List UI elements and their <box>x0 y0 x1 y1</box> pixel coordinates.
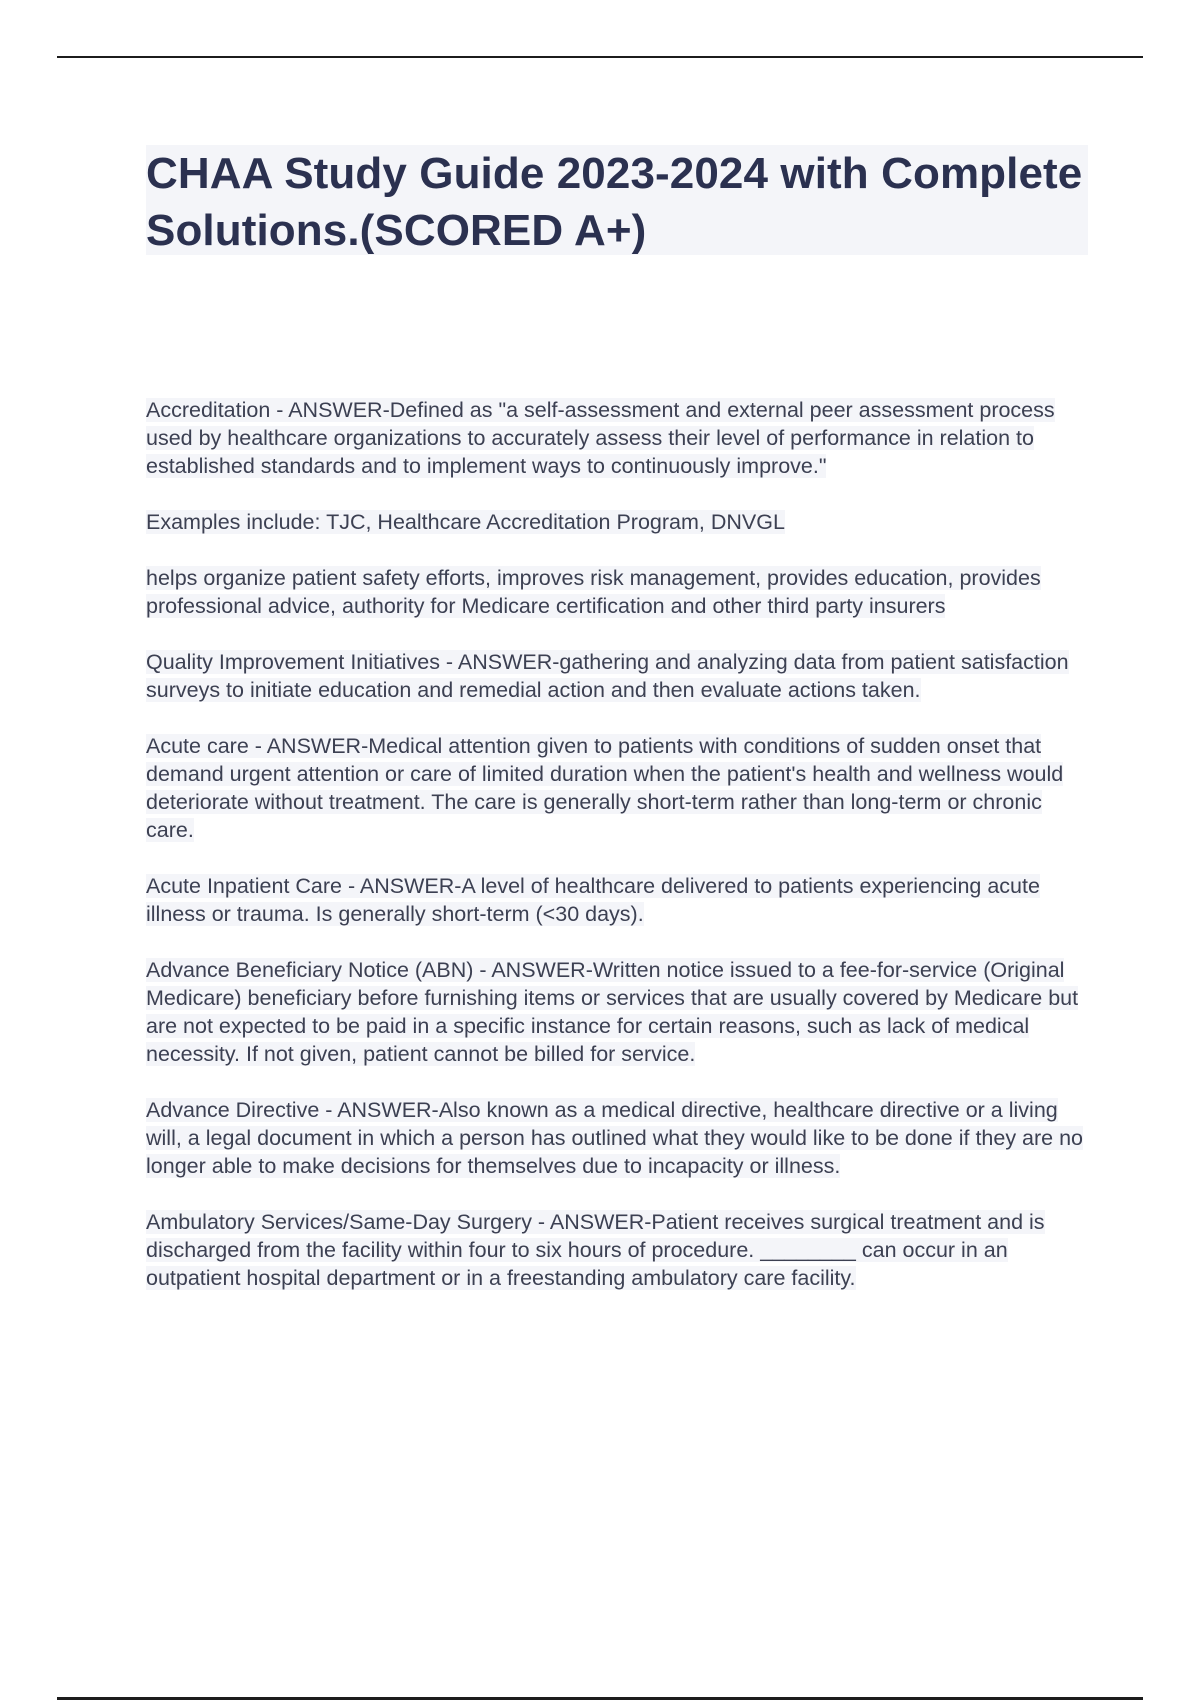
paragraph-ambulatory-services <box>146 1208 1090 1292</box>
paragraph-text: Examples include: TJC, Healthcare Accreditation Program, DNVGL <box>146 510 785 534</box>
title-block <box>146 145 1088 255</box>
paragraph-quality-improvement <box>146 648 1090 704</box>
paragraph-acute-inpatient-care <box>146 872 1090 928</box>
paragraph-text: Advance Directive - ANSWER-Also known as a medical directive, healthcare directive or a living will, a legal document in which a person has outlined what they would like to be done if they are no longer able to make decisions for themselves due to incapacity or illness. <box>146 1098 1084 1178</box>
paragraph-text: Ambulatory Services/Same-Day Surgery - ANSWER-Patient receives surgical treatment and is discharged from the facility within four to six hours of procedure. ________ can occur in an outpatient hospital department or in a freestanding ambulatory care facility. <box>146 1210 1045 1290</box>
paragraph-benefits <box>146 564 1090 620</box>
paragraph-text: Acute Inpatient Care - ANSWER-A level of healthcare delivered to patients experiencing acute illness or trauma. Is generally short-term (<30 days). <box>146 874 1040 926</box>
top-divider <box>57 56 1143 58</box>
paragraph-examples <box>146 508 1090 536</box>
paragraph-advance-directive <box>146 1096 1090 1180</box>
paragraph-abn <box>146 956 1090 1068</box>
document-body <box>146 396 1090 1320</box>
paragraph-text: helps organize patient safety efforts, improves risk management, provides education, provides professional advice, authority for Medicare certification and other third party insurers <box>146 566 1041 618</box>
paragraph-text: Advance Beneficiary Notice (ABN) - ANSWER-Written notice issued to a fee-for-service (Original Medicare) beneficiary before furnishing items or services that are usually covered by Medicare but are not expected to be paid in a specific instance for certain reasons, such as lack of medical necessity. If not given, patient cannot be billed for service. <box>146 958 1079 1066</box>
paragraph-acute-care <box>146 732 1090 844</box>
page-title: CHAA Study Guide 2023-2024 with Complete Solutions.(SCORED A+) <box>146 149 1083 255</box>
paragraph-text: Acute care - ANSWER-Medical attention given to patients with conditions of sudden onset that demand urgent attention or care of limited duration when the patient's health and wellness would deteriorate without treatment. The care is generally short-term rather than long-term or chronic care. <box>146 734 1064 842</box>
paragraph-text: Accreditation - ANSWER-Defined as "a self-assessment and external peer assessment process used by healthcare organizations to accurately assess their level of performance in relation to established standards and to implement ways to continuously improve." <box>146 398 1055 478</box>
paragraph-text: Quality Improvement Initiatives - ANSWER-gathering and analyzing data from patient satisfaction surveys to initiate education and remedial action and then evaluate actions taken. <box>146 650 1069 702</box>
paragraph-accreditation <box>146 396 1090 480</box>
